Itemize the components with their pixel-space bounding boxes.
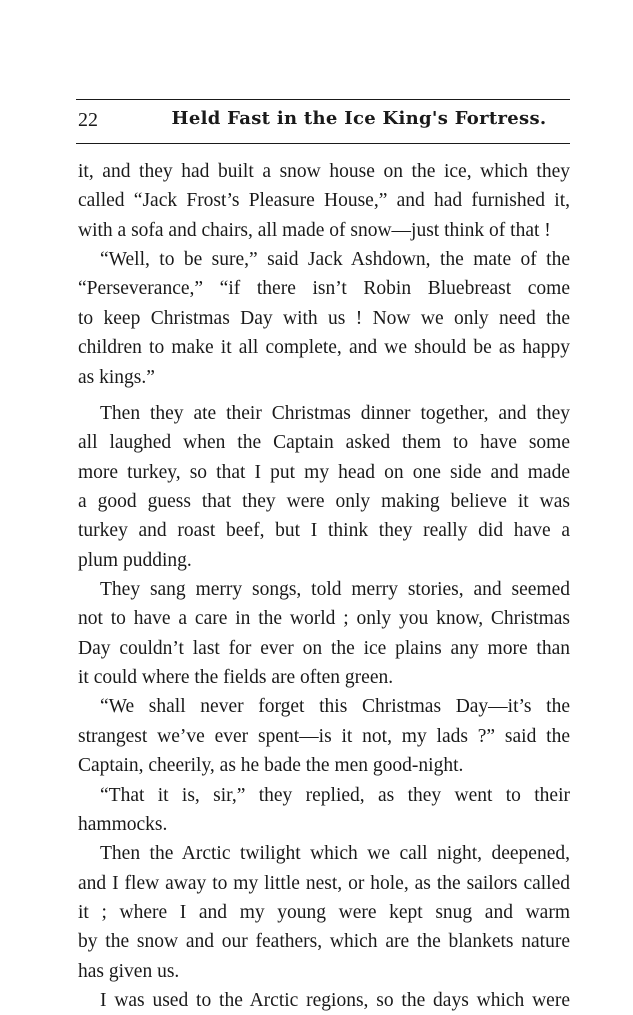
text-line: all laughed when the Captain asked them to have some <box>78 432 570 454</box>
text-line: and I flew away to my little nest, or hole, as the sailors called <box>78 872 570 894</box>
text-line: “We shall never forget this Christmas Day—it’s the <box>100 696 570 718</box>
header-rule-bottom <box>76 143 570 144</box>
text-line: more turkey, so that I put my head on one side and made <box>78 461 570 483</box>
text-line: to keep Christmas Day with us ! Now we only need the <box>78 307 570 329</box>
text-line: it, and they had built a snow house on the ice, which they <box>78 161 570 182</box>
text-line: called “Jack Frost’s Pleasure House,” and had furnished it, <box>78 190 570 212</box>
page-number: 22 <box>78 109 98 131</box>
body-text <box>78 157 570 1015</box>
text-line: it could where the fields are often green. <box>78 667 394 689</box>
text-line: They sang merry songs, told merry stories, and seemed <box>100 579 570 601</box>
text-line: strangest we’ve ever spent—is it not, my lads ?” said the <box>78 725 570 747</box>
text-line: “Well, to be sure,” said Jack Ashdown, the mate of the <box>100 249 570 271</box>
text-line: Then the Arctic twilight which we call night, deepened, <box>100 843 570 865</box>
text-line: as kings.” <box>78 366 155 388</box>
text-line: turkey and roast beef, but I think they really did have a <box>78 520 570 542</box>
text-line: Captain, cheerily, as he bade the men good-night. <box>78 755 464 777</box>
running-head <box>76 106 570 136</box>
text-line: by the snow and our feathers, which are the blankets nature <box>78 931 570 953</box>
text-line: children to make it all complete, and we should be as happy <box>78 337 570 359</box>
text-line: Day couldn’t last for ever on the ice plains any more than <box>78 637 570 659</box>
text-line: Then they ate their Christmas dinner together, and they <box>100 402 570 424</box>
text-line: “Perseverance,” “if there isn’t Robin Bluebreast come <box>78 278 570 300</box>
header-rule-top <box>76 99 570 100</box>
running-title: Held Fast in the Ice King's Fortress. <box>171 108 547 129</box>
text-line: “That it is, sir,” they replied, as they went to their <box>100 784 570 806</box>
text-line: a good guess that they were only making believe it was <box>78 490 570 512</box>
text-line: hammocks. <box>78 813 168 835</box>
text-line: I was used to the Arctic regions, so the days which were <box>100 990 570 1012</box>
text-line: has given us. <box>78 960 180 982</box>
text-line: plum pudding. <box>78 549 192 571</box>
text-line: not to have a care in the world ; only you know, Christmas <box>78 608 570 630</box>
text-line: it ; where I and my young were kept snug and warm <box>78 901 570 923</box>
text-line: with a sofa and chairs, all made of snow—just think of that ! <box>78 219 551 241</box>
